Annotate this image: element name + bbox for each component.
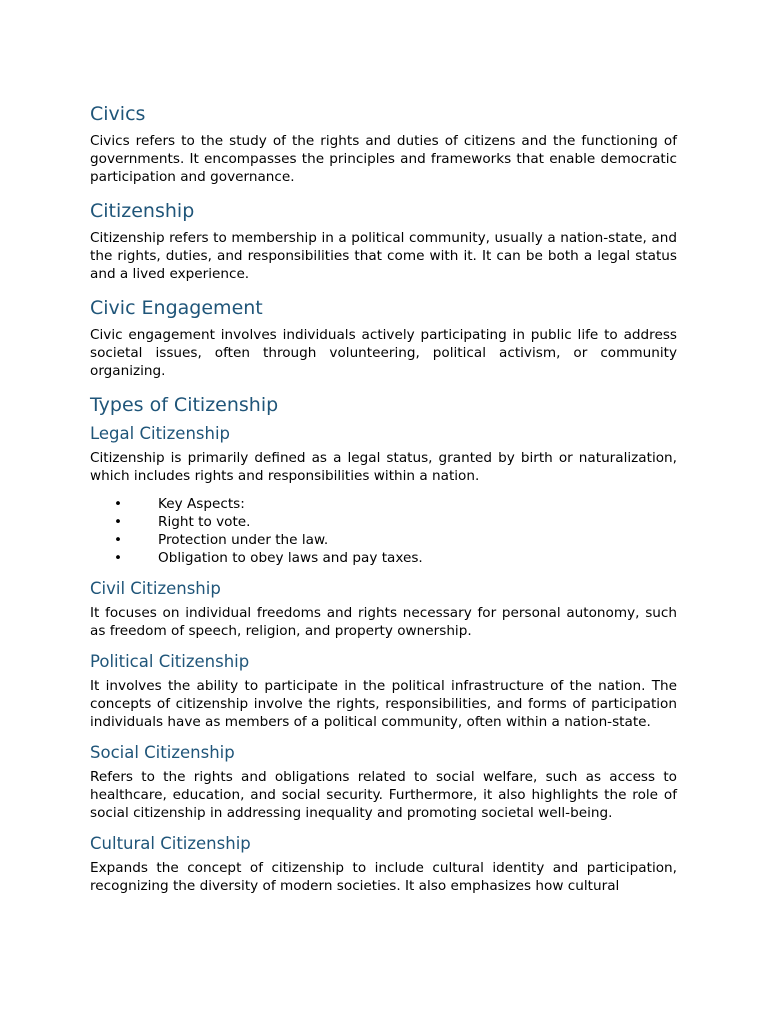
list-item-text: Obligation to obey laws and pay taxes. [158, 550, 423, 566]
paragraph-civics: Civics refers to the study of the rights and duties of citizens and the functioning of governments. It encompasses the principles and frameworks that enable democratic participation and governance. [90, 133, 677, 185]
bullet-icon: • [114, 532, 123, 548]
heading-cultural-citizenship: Cultural Citizenship [90, 834, 251, 853]
heading-citizenship: Citizenship [90, 200, 195, 222]
paragraph-civil-citizenship: It focuses on individual freedoms and rights necessary for personal autonomy, such as freedom of speech, religion, and property ownership. [90, 605, 677, 639]
heading-civil-citizenship: Civil Citizenship [90, 579, 221, 598]
list-item [90, 495, 677, 513]
paragraph-cultural-citizenship: Expands the concept of citizenship to include cultural identity and participation, recognizing the diversity of modern societies. It also emphasizes how cultural [90, 860, 677, 894]
list-item-text: Protection under the law. [158, 532, 329, 548]
paragraph-civic-engagement: Civic engagement involves individuals actively participating in public life to address societal issues, often through volunteering, political activism, or community organizing. [90, 327, 677, 379]
heading-legal-citizenship: Legal Citizenship [90, 424, 231, 443]
list-item-text: Right to vote. [158, 514, 251, 530]
list-item [90, 513, 677, 531]
list-item [90, 531, 677, 549]
heading-civics: Civics [90, 103, 146, 125]
heading-civic-engagement: Civic Engagement [90, 297, 263, 319]
paragraph-citizenship: Citizenship refers to membership in a political community, usually a nation-state, and the rights, duties, and responsibilities that come with it. It can be both a legal status and a lived experience. [90, 230, 677, 282]
document-page [90, 100, 677, 895]
list-item [90, 549, 677, 567]
bullet-icon: • [114, 550, 123, 566]
heading-social-citizenship: Social Citizenship [90, 743, 235, 762]
legal-citizenship-bullet-list [90, 495, 677, 567]
heading-political-citizenship: Political Citizenship [90, 652, 250, 671]
paragraph-social-citizenship: Refers to the rights and obligations related to social welfare, such as access to healthcare, education, and social security. Furthermore, it also highlights the role of social citizenship in addressing inequality and promoting societal well-being. [90, 769, 677, 821]
heading-types-of-citizenship: Types of Citizenship [90, 394, 279, 416]
paragraph-political-citizenship: It involves the ability to participate in the political infrastructure of the nation. The concepts of citizenship involve the rights, responsibilities, and forms of participation individuals have as members of a political community, often within a nation-state. [90, 678, 677, 730]
list-item-text: Key Aspects: [158, 496, 245, 512]
bullet-icon: • [114, 514, 123, 530]
paragraph-legal-citizenship: Citizenship is primarily defined as a legal status, granted by birth or naturalization, which includes rights and responsibilities within a nation. [90, 450, 677, 484]
bullet-icon: • [114, 496, 123, 512]
